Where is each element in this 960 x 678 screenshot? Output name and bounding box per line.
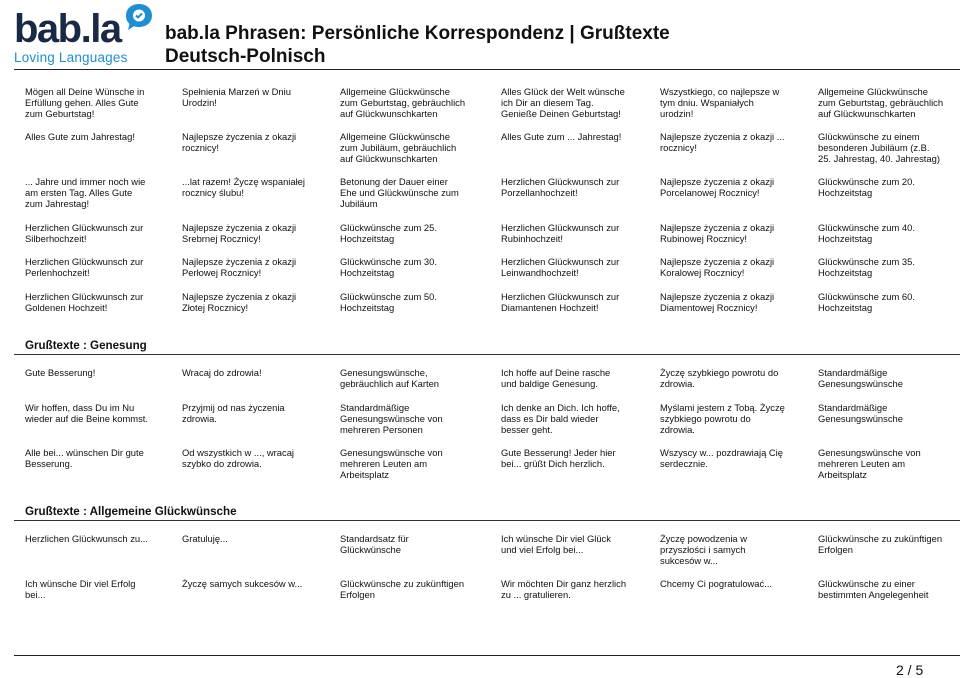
genesung-cell-row1-col1: Gute Besserung! [25,367,96,378]
genesung-cell-row3-col5: Wszyscy w... pozdrawiają Cię serdecznie. [660,447,783,470]
phrase-cell-row5-col3: Glückwünsche zum 30. Hochzeitstag [340,256,437,279]
header-divider [14,69,960,70]
allgemein-cell-row1-col5: Życzę powodzenia w przyszłości i samych sukcesów w... [660,533,748,567]
allgemein-cell-row2-col3: Glückwünsche zu zukünftigen Erfolgen [340,578,465,601]
phrase-cell-row5-col5: Najlepsze życzenia z okazji Koralowej Rocznicy! [660,256,775,279]
phrase-cell-row6-col2: Najlepsze życzenia z okazji Złotej Rocznicy! [182,291,297,314]
allgemein-cell-row2-col2: Życzę samych sukcesów w... [182,578,303,589]
genesung-cell-row1-col2: Wracaj do zdrowia! [182,367,262,378]
genesung-cell-row2-col6: Standardmäßige Genesungswünsche [818,402,903,425]
genesung-cell-row2-col5: Myślami jestem z Tobą. Życzę szybkiego powrotu do zdrowia. [660,402,785,436]
allgemein-cell-row2-col5: Chcemy Ci pogratulować... [660,578,773,589]
section-divider-genesung [14,354,960,355]
phrase-cell-row2-col5: Najlepsze życzenia z okazji ... rocznicy! [660,131,785,154]
phrase-cell-row5-col6: Glückwünsche zum 35. Hochzeitstag [818,256,915,279]
page-number: 2 / 5 [896,662,924,678]
logo-tagline: Loving Languages [14,50,128,65]
phrase-cell-row5-col4: Herzlichen Glückwunsch zur Leinwandhochzeit! [501,256,620,279]
logo-wordmark: bab.la [14,7,121,51]
genesung-cell-row3-col4: Gute Besserung! Jeder hier bei... grüßt Dich herzlich. [501,447,616,470]
phrase-cell-row4-col6: Glückwünsche zum 40. Hochzeitstag [818,222,915,245]
phrase-cell-row4-col4: Herzlichen Glückwunsch zur Rubinhochzeit! [501,222,620,245]
speech-bubble-icon [124,2,154,32]
phrase-cell-row6-col6: Glückwünsche zum 60. Hochzeitstag [818,291,915,314]
phrase-cell-row1-col3: Allgemeine Glückwünsche zum Geburtstag, gebräuchlich auf Glückwunschkarten [340,86,466,120]
phrase-cell-row1-col5: Wszystkiego, co najlepsze w tym dniu. Wspaniałych urodzin! [660,86,780,120]
phrase-cell-row5-col1: Herzlichen Glückwunsch zur Perlenhochzeit! [25,256,144,279]
phrase-cell-row2-col1: Alles Gute zum Jahrestag! [25,131,135,142]
allgemein-cell-row2-col4: Wir möchten Dir ganz herzlich zu ... gratulieren. [501,578,627,601]
phrase-cell-row1-col6: Allgemeine Glückwünsche zum Geburtstag, gebräuchlich auf Glückwunschkarten [818,86,944,120]
phrase-cell-row6-col4: Herzlichen Glückwunsch zur Diamantenen Hochzeit! [501,291,620,314]
footer-divider [14,655,960,656]
genesung-cell-row2-col4: Ich denke an Dich. Ich hoffe, dass es Dir bald wieder besser geht. [501,402,620,436]
phrase-cell-row6-col3: Glückwünsche zum 50. Hochzeitstag [340,291,437,314]
phrase-cell-row2-col4: Alles Gute zum ... Jahrestag! [501,131,622,142]
genesung-cell-row3-col2: Od wszystkich w ..., wracaj szybko do zdrowia. [182,447,295,470]
section-title-genesung: Grußtexte : Genesung [25,339,147,352]
genesung-cell-row3-col1: Alle bei... wünschen Dir gute Besserung. [25,447,144,470]
phrase-cell-row3-col2: ...lat razem! Życzę wspaniałej rocznicy ślubu! [182,176,305,199]
genesung-cell-row2-col3: Standardmäßige Genesungswünsche von mehreren Personen [340,402,443,436]
genesung-cell-row2-col2: Przyjmij od nas życzenia zdrowia. [182,402,285,425]
babla-logo[interactable] [12,2,152,68]
phrase-cell-row4-col1: Herzlichen Glückwunsch zur Silberhochzeit! [25,222,144,245]
phrase-cell-row1-col2: Spełnienia Marzeń w Dniu Urodzin! [182,86,291,109]
phrase-cell-row3-col5: Najlepsze życzenia z okazji Porcelanowej Rocznicy! [660,176,775,199]
genesung-cell-row2-col1: Wir hoffen, dass Du im Nu wieder auf die Beine kommst. [25,402,148,425]
phrase-cell-row4-col3: Glückwünsche zum 25. Hochzeitstag [340,222,437,245]
page-title: bab.la Phrasen: Persönliche Korrespondenz | Grußtexte Deutsch-Polnisch [165,23,670,67]
genesung-cell-row1-col6: Standardmäßige Genesungswünsche [818,367,903,390]
allgemein-cell-row1-col2: Gratuluję... [182,533,228,544]
allgemein-cell-row2-col1: Ich wünsche Dir viel Erfolg bei... [25,578,136,601]
section-divider-allgemeine [14,520,960,521]
phrase-cell-row5-col2: Najlepsze życzenia z okazji Perłowej Rocznicy! [182,256,297,279]
allgemein-cell-row1-col6: Glückwünsche zu zukünftigen Erfolgen [818,533,943,556]
allgemein-cell-row1-col3: Standardsatz für Glückwünsche [340,533,409,556]
genesung-cell-row3-col6: Genesungswünsche von mehreren Leuten am Arbeitsplatz [818,447,921,481]
section-title-allgemeine-glueckwuensche: Grußtexte : Allgemeine Glückwünsche [25,505,237,518]
phrase-cell-row2-col2: Najlepsze życzenia z okazji rocznicy! [182,131,297,154]
phrase-cell-row6-col1: Herzlichen Glückwunsch zur Goldenen Hochzeit! [25,291,144,314]
genesung-cell-row3-col3: Genesungswünsche von mehreren Leuten am Arbeitsplatz [340,447,443,481]
phrase-cell-row1-col1: Mögen all Deine Wünsche in Erfüllung gehen. Alles Gute zum Geburtstag! [25,86,145,120]
phrase-cell-row2-col6: Glückwünsche zu einem besonderen Jubiläum (z.B. 25. Jahrestag, 40. Jahrestag) [818,131,940,165]
genesung-cell-row1-col5: Życzę szybkiego powrotu do zdrowia. [660,367,779,390]
phrase-cell-row3-col1: ... Jahre und immer noch wie am ersten Tag. Alles Gute zum Jahrestag! [25,176,146,210]
allgemein-cell-row1-col1: Herzlichen Glückwunsch zu... [25,533,148,544]
phrase-cell-row2-col3: Allgemeine Glückwünsche zum Jubiläum, gebräuchlich auf Glückwunschkarten [340,131,457,165]
genesung-cell-row1-col3: Genesungswünsche, gebräuchlich auf Karten [340,367,440,390]
genesung-cell-row1-col4: Ich hoffe auf Deine rasche und baldige Genesung. [501,367,611,390]
phrase-cell-row6-col5: Najlepsze życzenia z okazji Diamentowej Rocznicy! [660,291,775,314]
phrase-cell-row4-col2: Najlepsze życzenia z okazji Srebrnej Rocznicy! [182,222,297,245]
phrase-cell-row1-col4: Alles Glück der Welt wünsche ich Dir an diesem Tag. Genieße Deinen Geburtstag! [501,86,625,120]
phrase-cell-row3-col3: Betonung der Dauer einer Ehe und Glückwünsche zum Jubiläum [340,176,459,210]
allgemein-cell-row2-col6: Glückwünsche zu einer bestimmten Angelegenheit [818,578,929,601]
allgemein-cell-row1-col4: Ich wünsche Dir viel Glück und viel Erfolg bei... [501,533,611,556]
phrase-cell-row3-col6: Glückwünsche zum 20. Hochzeitstag [818,176,915,199]
phrase-cell-row4-col5: Najlepsze życzenia z okazji Rubinowej Rocznicy! [660,222,775,245]
phrase-cell-row3-col4: Herzlichen Glückwunsch zur Porzellanhochzeit! [501,176,620,199]
